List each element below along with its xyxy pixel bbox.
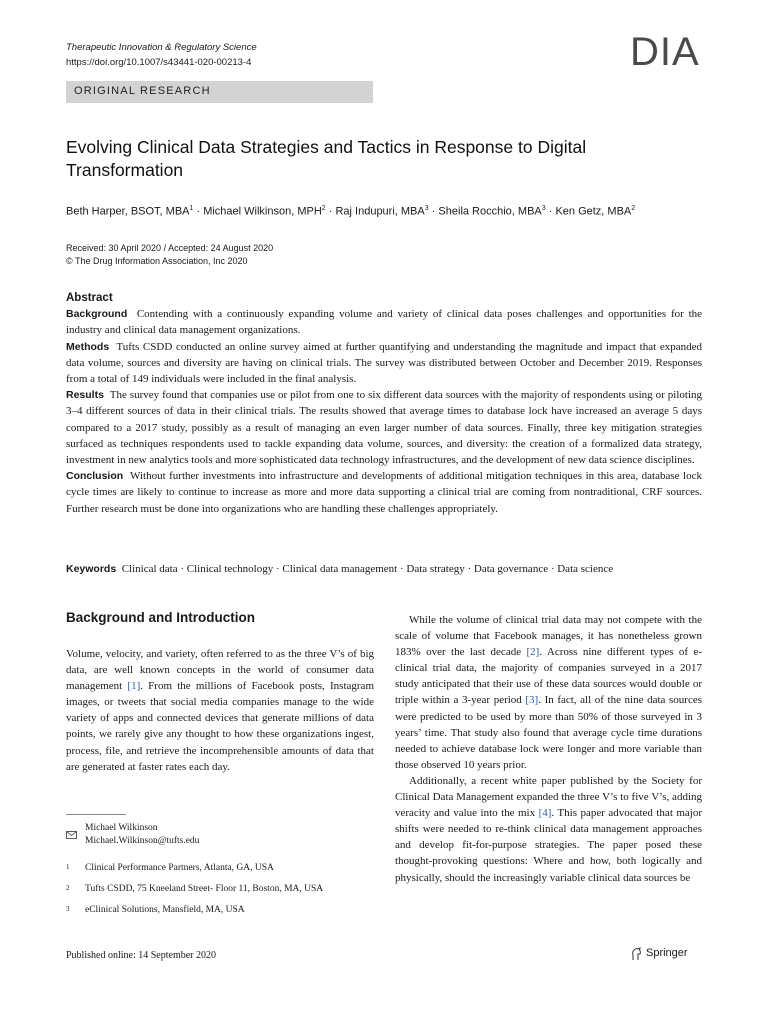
abstract-methods-label: Methods: [66, 340, 110, 353]
body-paragraph: [66, 646, 374, 775]
abstract-background: [66, 306, 702, 338]
body-paragraph: [395, 773, 702, 886]
abstract-background-label: Background: [66, 308, 128, 321]
author-name[interactable]: Michael Wilkinson, MPH: [203, 205, 322, 218]
springer-horse-icon: [630, 947, 643, 966]
corresponding-email[interactable]: Michael.Wilkinson@tufts.edu: [85, 836, 200, 846]
abstract-results-text: The survey found that companies use or pilot from one to six different data sources with the majority of respondents using or piloting 3–4 different sources of data in their clinical trials. The results showed that average times to database lock have increased an average 5 days compared to a 2017 study, possibly as a result of managing an even larger number of data sources. Finally, three key mitigation strategies surfaced as techniques respondents used to tackle expanding data volume, sources, and diversity: the creation of a formalized data strategy, investment in new analytics tools and more sophisticated data technology infrastructures, and the development of new data science disciplines.: [66, 389, 703, 467]
corresponding-author: Michael Wilkinson: [85, 823, 158, 833]
dia-logo: [630, 32, 702, 73]
affiliation-number: 2: [66, 884, 70, 892]
author-affiliation: 1: [189, 205, 194, 212]
affiliation-number: 1: [66, 863, 70, 871]
citation-link[interactable]: [3]: [525, 694, 539, 707]
abstract-background-text: Contending with a continuously expanding volume and variety of clinical data poses challenges and opportunities for the industry and clinical data management organizations.: [66, 308, 703, 337]
author-name[interactable]: Sheila Rocchio, MBA: [438, 205, 542, 218]
published-date: Published online: 14 September 2020: [66, 950, 216, 961]
author-list: Beth Harper, BSOT, $MBA^1$ · Michael Wilkinson, $MPH^2$ · Raj Indupuri, $MBA^3$ · Sheila Rocchio, $MBA^3$ · Ken Getz, MBA$^2$: [66, 205, 636, 218]
article-dates: [66, 242, 273, 268]
copyright-notice: © The Drug Information Association, Inc 2020: [66, 256, 248, 266]
abstract-conclusion: [66, 468, 702, 517]
paragraph-text: . This paper advocated that major shifts were needed to re-think clinical data management approaches and develop fit-for-purpose strategies. The paper posed these thought-provoking questions: Where and how, both logically and physically, should the increasingly variable clinical data sources be: [395, 807, 702, 884]
abstract-heading: Abstract: [66, 292, 113, 304]
affiliations: [66, 862, 366, 925]
section-heading: Background and Introduction: [66, 610, 255, 625]
publisher-name: Springer: [646, 947, 688, 959]
author-affiliation: 2: [631, 205, 636, 212]
section-label: ORIGINAL RESEARCH: [74, 85, 211, 97]
affiliation-item: [66, 904, 366, 917]
citation-link[interactable]: [4]: [538, 807, 552, 820]
affiliation-number: 3: [66, 905, 70, 913]
body-paragraph: [395, 612, 702, 773]
author-name[interactable]: Beth Harper, BSOT, MBA: [66, 205, 190, 218]
affiliation-text: Clinical Performance Partners, Atlanta, GA, USA: [85, 863, 274, 873]
correspondence: [85, 822, 199, 848]
affiliation-item: [66, 883, 366, 896]
received-accepted-dates: Received: 30 April 2020 / Accepted: 24 August 2020: [66, 243, 274, 253]
author-name[interactable]: Ken Getz, MBA: [555, 205, 632, 218]
left-column: [66, 610, 374, 775]
footnote-divider: [66, 814, 126, 815]
keywords-label: Keywords: [66, 563, 117, 575]
paragraph-text: While the volume of clinical trial data may not compete with the scale of volume that Facebook manages, it has nonetheless grown 183% over the last decade: [395, 614, 702, 659]
author-affiliation: 2: [321, 205, 326, 212]
abstract: [66, 290, 702, 517]
abstract-methods-text: Tufts CSDD conducted an online survey aimed at further quantifying and understanding the magnitude and impact that expanded data volume, sources and diversity are having on clinical trials. The survey was distributed between October and December 2019. Responses from a total of 149 individuals were included in the final analysis.: [66, 340, 702, 386]
paragraph-text: . From the millions of Facebook posts, Instagram images, or tweets that social media companies manage to the wide variety of apps and connected devices that generate millions of data points, we rarely give any thought to how these organizations ingest, process, file, and retrieve the incomprehensible amounts of data that are generated at faster rates each day.: [66, 680, 374, 773]
author-affiliation: 3: [541, 205, 546, 212]
author-name[interactable]: Raj Indupuri, MBA: [335, 205, 425, 218]
abstract-conclusion-label: Conclusion: [66, 470, 124, 483]
paragraph-text: . In fact, all of the nine data sources were predicted to be used by more than 50% of those surveyed in 3 years’ time. That study also found that average cycle time durations needed to achieve database lock were longer and more variable than those observed 10 years prior.: [395, 694, 702, 771]
affiliation-text: eClinical Solutions, Mansfield, MA, USA: [85, 905, 245, 915]
right-column: [395, 612, 702, 886]
keywords-list: Clinical data · Clinical technology · Clinical data management · Data strategy · Data governance · Data science: [121, 563, 614, 575]
author-affiliation: 3: [424, 205, 429, 212]
citation-link[interactable]: [1]: [127, 680, 141, 693]
journal-name: Therapeutic Innovation & Regulatory Science: [66, 42, 257, 53]
abstract-conclusion-text: Without further investments into infrastructure and developments of additional mitigation techniques in this area, database lock cycle times are likely to continue to increase as more and more data supporting a clinical trial are coming from nontraditional, CRF sources. Further research must be done into organizations who are handling these challenges appropriately.: [66, 470, 702, 515]
paragraph-text: Additionally, a recent white paper published by the Society for Clinical Data Management expanded the three V’s to five V’s, adding veracity and value into the mix: [395, 774, 702, 820]
dia-logo-text: DIA: [630, 32, 700, 68]
keywords: [66, 563, 706, 575]
article-title: Evolving Clinical Data Strategies and Tactics in Response to Digital Transformation: [66, 137, 587, 180]
affiliation-text: Tufts CSDD, 75 Kneeland Street- Floor 11, Boston, MA, USA: [85, 884, 324, 894]
paragraph-text: . Across nine different types of e-clinical trial data, the majority of companies surveyed in a 2017 study anticipated that their use of these data sources would double or triple within a 3-year period: [395, 646, 703, 707]
citation-link[interactable]: [2]: [526, 646, 540, 659]
paragraph-text: Volume, velocity, and variety, often referred to as the three V’s of big data, are well known concepts in the world of consumer data management: [66, 648, 374, 693]
abstract-methods: [66, 339, 702, 388]
envelope-icon: [66, 826, 77, 844]
affiliation-item: [66, 862, 366, 875]
doi-link[interactable]: https://doi.org/10.1007/s43441-020-00213-4: [66, 57, 252, 68]
abstract-results-label: Results: [66, 389, 104, 402]
abstract-results: [66, 387, 702, 468]
